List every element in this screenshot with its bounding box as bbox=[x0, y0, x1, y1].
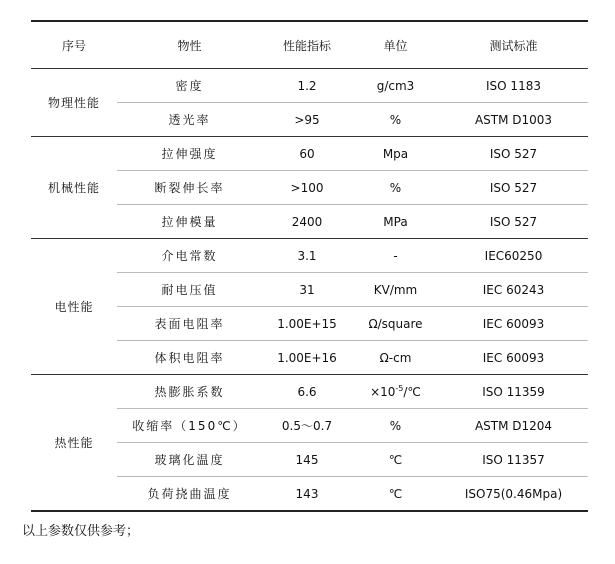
unit-exponent: -5 bbox=[395, 384, 404, 393]
unit-cell: MPa bbox=[352, 205, 439, 239]
value-cell: 1.2 bbox=[262, 69, 352, 103]
property-name-cell: 拉伸模量 bbox=[117, 205, 262, 239]
unit-cell: - bbox=[352, 239, 439, 273]
unit-cell bbox=[352, 375, 439, 409]
standard-cell: IEC 60093 bbox=[439, 307, 588, 341]
standard-cell: ISO75(0.46Mpa) bbox=[439, 477, 588, 512]
table-row bbox=[31, 375, 588, 409]
header-unit: 单位 bbox=[352, 21, 439, 69]
standard-cell: ISO 1183 bbox=[439, 69, 588, 103]
unit-cell: % bbox=[352, 171, 439, 205]
table-row bbox=[31, 69, 588, 103]
standard-cell: ISO 11357 bbox=[439, 443, 588, 477]
properties-table bbox=[31, 20, 588, 512]
standard-cell: ISO 527 bbox=[439, 171, 588, 205]
value-cell: 60 bbox=[262, 137, 352, 171]
property-name-cell: 介电常数 bbox=[117, 239, 262, 273]
category-cell: 机械性能 bbox=[31, 137, 117, 239]
unit-base: ×10 bbox=[370, 385, 396, 399]
value-cell: 2400 bbox=[262, 205, 352, 239]
category-cell: 热性能 bbox=[31, 375, 117, 512]
property-name-cell: 耐电压值 bbox=[117, 273, 262, 307]
value-cell: 31 bbox=[262, 273, 352, 307]
property-name-cell: 玻璃化温度 bbox=[117, 443, 262, 477]
value-cell: 0.5～0.7 bbox=[262, 409, 352, 443]
header-property: 物性 bbox=[117, 21, 262, 69]
unit-cell: Ω/square bbox=[352, 307, 439, 341]
standard-cell: ASTM D1204 bbox=[439, 409, 588, 443]
property-name-cell: 热膨胀系数 bbox=[117, 375, 262, 409]
standard-cell: ASTM D1003 bbox=[439, 103, 588, 137]
value-cell: 3.1 bbox=[262, 239, 352, 273]
property-name-cell: 收缩率（150℃） bbox=[117, 409, 262, 443]
unit-cell: % bbox=[352, 103, 439, 137]
property-name-cell: 拉伸强度 bbox=[117, 137, 262, 171]
standard-cell: ISO 11359 bbox=[439, 375, 588, 409]
unit-cell: % bbox=[352, 409, 439, 443]
property-name-cell: 断裂伸长率 bbox=[117, 171, 262, 205]
unit-cell: g/cm3 bbox=[352, 69, 439, 103]
footer-note: 以上参数仅供参考； bbox=[22, 524, 140, 539]
value-cell: >100 bbox=[262, 171, 352, 205]
category-cell: 物理性能 bbox=[31, 69, 117, 137]
property-name-cell: 透光率 bbox=[117, 103, 262, 137]
unit-tail: /℃ bbox=[403, 385, 421, 399]
value-cell: 1.00E+15 bbox=[262, 307, 352, 341]
property-name-cell: 密度 bbox=[117, 69, 262, 103]
value-cell: >95 bbox=[262, 103, 352, 137]
value-cell: 1.00E+16 bbox=[262, 341, 352, 375]
unit-cell: Mpa bbox=[352, 137, 439, 171]
table-body bbox=[31, 69, 588, 512]
property-name-cell: 负荷挠曲温度 bbox=[117, 477, 262, 512]
table-row bbox=[31, 137, 588, 171]
category-cell: 电性能 bbox=[31, 239, 117, 375]
unit-cell: ℃ bbox=[352, 443, 439, 477]
value-cell: 145 bbox=[262, 443, 352, 477]
standard-cell: IEC60250 bbox=[439, 239, 588, 273]
standard-cell: ISO 527 bbox=[439, 137, 588, 171]
property-name-cell: 表面电阻率 bbox=[117, 307, 262, 341]
standard-cell: ISO 527 bbox=[439, 205, 588, 239]
standard-cell: IEC 60093 bbox=[439, 341, 588, 375]
property-name-cell: 体积电阻率 bbox=[117, 341, 262, 375]
header-seq: 序号 bbox=[31, 21, 117, 69]
spec-sheet bbox=[31, 20, 588, 512]
value-cell: 6.6 bbox=[262, 375, 352, 409]
unit-cell: ℃ bbox=[352, 477, 439, 512]
header-value: 性能指标 bbox=[262, 21, 352, 69]
table-row bbox=[31, 239, 588, 273]
unit-cell: Ω-cm bbox=[352, 341, 439, 375]
header-standard: 测试标准 bbox=[439, 21, 588, 69]
unit-cell: KV/mm bbox=[352, 273, 439, 307]
value-cell: 143 bbox=[262, 477, 352, 512]
standard-cell: IEC 60243 bbox=[439, 273, 588, 307]
table-header-row bbox=[31, 21, 588, 69]
